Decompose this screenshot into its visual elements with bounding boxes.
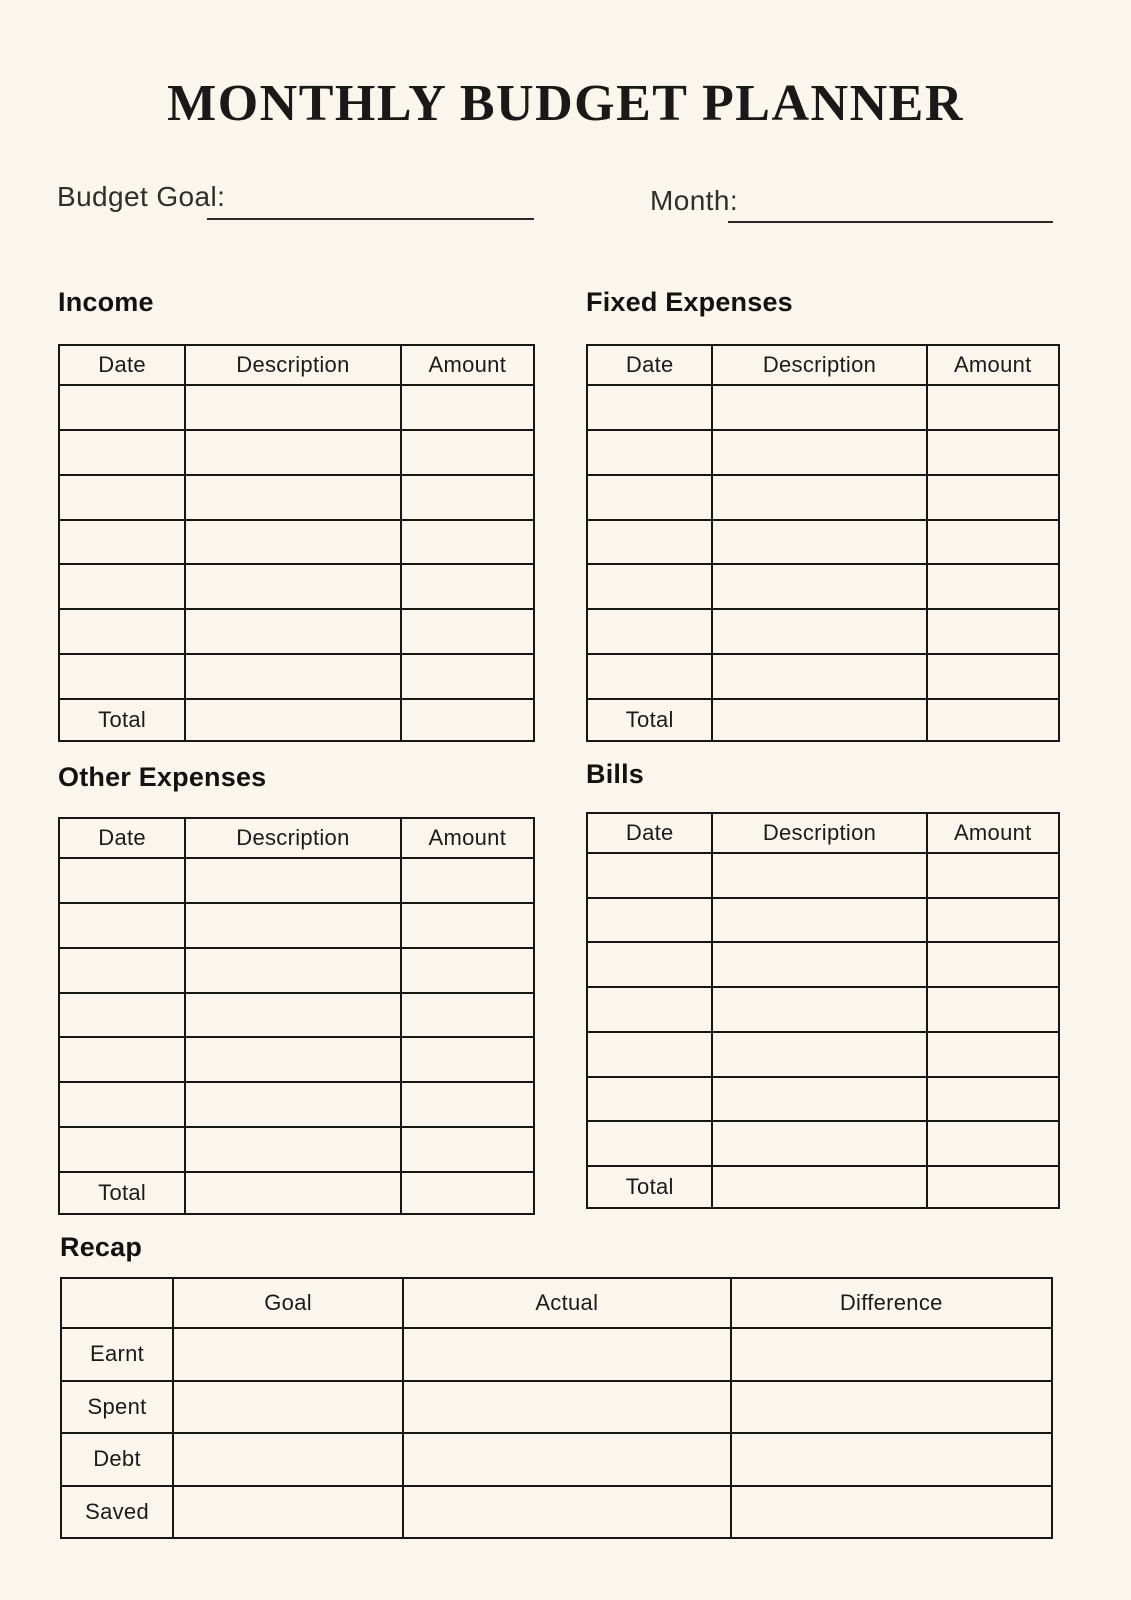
recap-row-earnt [61,1328,1052,1381]
fixed-expenses-empty-row [587,430,1059,475]
recap-table [60,1277,1053,1539]
income-empty-cell [59,609,185,654]
recap-empty-cell [731,1486,1053,1539]
income-total-description-cell [185,699,400,741]
recap-column-header: Difference [731,1278,1053,1328]
fixed-expenses-empty-row [587,654,1059,699]
fixed-expenses-header-row [587,345,1059,385]
other-expenses-empty-cell [401,948,534,993]
bills-empty-cell [587,898,712,943]
bills-empty-cell [712,853,926,898]
bills-table [586,812,1060,1209]
other-expenses-total-amount-cell [401,1172,534,1214]
income-empty-cell [185,564,400,609]
other-expenses-empty-row [59,858,534,903]
fixed-expenses-empty-cell [587,385,712,430]
bills-empty-cell [712,1032,926,1077]
other-expenses-table [58,817,535,1215]
fixed-expenses-empty-row [587,475,1059,520]
bills-empty-cell [712,987,926,1032]
other-expenses-empty-cell [401,1037,534,1082]
bills-empty-cell [712,1077,926,1122]
recap-empty-cell [731,1433,1053,1486]
income-empty-row [59,654,534,699]
bills-total-label: Total [587,1166,712,1208]
income-total-row [59,699,534,741]
income-empty-row [59,564,534,609]
other-expenses-empty-cell [59,948,185,993]
fixed-expenses-column-header: Date [587,345,712,385]
other-expenses-empty-row [59,1127,534,1172]
other-expenses-empty-cell [185,993,400,1038]
recap-empty-cell [173,1486,403,1539]
income-empty-cell [59,385,185,430]
income-empty-cell [401,430,534,475]
income-empty-cell [401,520,534,565]
bills-empty-row [587,1032,1059,1077]
fixed-expenses-column-header: Amount [927,345,1059,385]
other-expenses-column-header: Amount [401,818,534,858]
recap-empty-cell [731,1381,1053,1434]
fixed-expenses-empty-row [587,609,1059,654]
other-expenses-empty-cell [59,1127,185,1172]
recap-empty-cell [403,1486,730,1539]
income-empty-cell [59,430,185,475]
income-header-row [59,345,534,385]
income-empty-cell [185,385,400,430]
fixed-expenses-empty-cell [927,430,1059,475]
bills-empty-row [587,1077,1059,1122]
other-expenses-empty-cell [59,858,185,903]
other-expenses-empty-row [59,1037,534,1082]
bills-empty-cell [712,1121,926,1166]
income-empty-cell [59,520,185,565]
fixed-expenses-empty-cell [587,520,712,565]
income-empty-cell [401,609,534,654]
other-expenses-empty-cell [185,858,400,903]
other-expenses-empty-cell [401,858,534,903]
bills-empty-row [587,942,1059,987]
fixed-expenses-empty-row [587,385,1059,430]
recap-column-header [61,1278,173,1328]
bills-empty-cell [712,898,926,943]
other-expenses-empty-row [59,948,534,993]
month-line [728,221,1053,223]
income-table [58,344,535,742]
income-empty-cell [185,475,400,520]
fixed-expenses-empty-cell [712,654,926,699]
recap-empty-cell [403,1433,730,1486]
income-empty-row [59,430,534,475]
income-column-header: Description [185,345,400,385]
fixed-expenses-empty-cell [712,430,926,475]
fixed-expenses-empty-cell [712,475,926,520]
page-title: MONTHLY BUDGET PLANNER [167,75,964,132]
bills-empty-cell [712,942,926,987]
bills-empty-cell [587,1032,712,1077]
fixed-expenses-empty-cell [587,654,712,699]
other-expenses-empty-cell [59,903,185,948]
other-expenses-empty-row [59,903,534,948]
income-empty-cell [401,475,534,520]
income-empty-row [59,609,534,654]
fixed-expenses-empty-cell [587,609,712,654]
fixed-expenses-total-label: Total [587,699,712,741]
other-expenses-empty-row [59,1082,534,1127]
income-total-label: Total [59,699,185,741]
fixed-expenses-empty-cell [712,385,926,430]
income-total-amount-cell [401,699,534,741]
recap-column-header: Goal [173,1278,403,1328]
income-empty-row [59,385,534,430]
income-empty-cell [401,654,534,699]
bills-header-row [587,813,1059,853]
recap-empty-cell [173,1381,403,1434]
bills-total-description-cell [712,1166,926,1208]
income-column-header: Amount [401,345,534,385]
other-expenses-empty-cell [185,948,400,993]
bills-empty-row [587,1121,1059,1166]
section-heading-fixed-expenses: Fixed Expenses [586,287,793,317]
fixed-expenses-empty-cell [927,609,1059,654]
fixed-expenses-empty-cell [712,520,926,565]
fixed-expenses-empty-cell [587,564,712,609]
income-empty-cell [401,385,534,430]
fixed-expenses-empty-cell [927,385,1059,430]
other-expenses-total-row [59,1172,534,1214]
fixed-expenses-total-row [587,699,1059,741]
other-expenses-empty-row [59,993,534,1038]
recap-row-label: Debt [61,1433,173,1486]
recap-row-label: Earnt [61,1328,173,1381]
bills-empty-cell [927,853,1059,898]
recap-row-spent [61,1381,1052,1434]
fixed-expenses-empty-cell [587,430,712,475]
other-expenses-empty-cell [401,903,534,948]
bills-empty-cell [587,987,712,1032]
fixed-expenses-empty-cell [712,564,926,609]
bills-empty-row [587,898,1059,943]
income-empty-cell [59,564,185,609]
other-expenses-empty-cell [185,1127,400,1172]
fixed-expenses-empty-cell [587,475,712,520]
other-expenses-empty-cell [59,993,185,1038]
bills-empty-cell [927,898,1059,943]
bills-column-header: Description [712,813,926,853]
other-expenses-column-header: Date [59,818,185,858]
fixed-expenses-table [586,344,1060,742]
bills-empty-cell [587,942,712,987]
section-heading-recap: Recap [60,1232,143,1262]
other-expenses-empty-cell [185,903,400,948]
recap-empty-cell [173,1433,403,1486]
recap-row-label: Saved [61,1486,173,1539]
other-expenses-column-header: Description [185,818,400,858]
income-empty-row [59,475,534,520]
recap-empty-cell [173,1328,403,1381]
fixed-expenses-column-header: Description [712,345,926,385]
income-empty-row [59,520,534,565]
bills-empty-cell [927,1077,1059,1122]
income-empty-cell [185,520,400,565]
bills-empty-cell [927,1121,1059,1166]
income-empty-cell [185,430,400,475]
fixed-expenses-total-amount-cell [927,699,1059,741]
fixed-expenses-total-description-cell [712,699,926,741]
income-empty-cell [401,564,534,609]
bills-empty-row [587,987,1059,1032]
other-expenses-header-row [59,818,534,858]
other-expenses-empty-cell [401,1127,534,1172]
fixed-expenses-empty-cell [927,654,1059,699]
other-expenses-empty-cell [185,1082,400,1127]
bills-column-header: Amount [927,813,1059,853]
recap-column-header: Actual [403,1278,730,1328]
income-empty-cell [59,654,185,699]
recap-empty-cell [731,1328,1053,1381]
other-expenses-total-description-cell [185,1172,400,1214]
fixed-expenses-empty-row [587,564,1059,609]
other-expenses-total-label: Total [59,1172,185,1214]
section-heading-other-expenses: Other Expenses [58,762,267,792]
income-empty-cell [59,475,185,520]
bills-empty-cell [927,942,1059,987]
fixed-expenses-empty-row [587,520,1059,565]
fixed-expenses-empty-cell [712,609,926,654]
budget-goal-label: Budget Goal: [57,181,226,212]
other-expenses-empty-cell [401,993,534,1038]
section-heading-income: Income [58,287,154,317]
bills-empty-cell [927,987,1059,1032]
budget-goal-line [207,218,534,220]
bills-column-header: Date [587,813,712,853]
recap-empty-cell [403,1381,730,1434]
other-expenses-empty-cell [185,1037,400,1082]
fixed-expenses-empty-cell [927,564,1059,609]
bills-empty-cell [927,1032,1059,1077]
income-empty-cell [185,654,400,699]
other-expenses-empty-cell [59,1037,185,1082]
recap-empty-cell [403,1328,730,1381]
bills-empty-row [587,853,1059,898]
fixed-expenses-empty-cell [927,475,1059,520]
other-expenses-empty-cell [59,1082,185,1127]
fixed-expenses-empty-cell [927,520,1059,565]
recap-row-label: Spent [61,1381,173,1434]
bills-empty-cell [587,1121,712,1166]
section-heading-bills: Bills [586,759,645,789]
income-column-header: Date [59,345,185,385]
recap-row-saved [61,1486,1052,1539]
month-label: Month: [650,185,738,216]
income-empty-cell [185,609,400,654]
bills-total-amount-cell [927,1166,1059,1208]
other-expenses-empty-cell [401,1082,534,1127]
bills-empty-cell [587,1077,712,1122]
recap-header-row [61,1278,1052,1328]
recap-row-debt [61,1433,1052,1486]
bills-total-row [587,1166,1059,1208]
bills-empty-cell [587,853,712,898]
